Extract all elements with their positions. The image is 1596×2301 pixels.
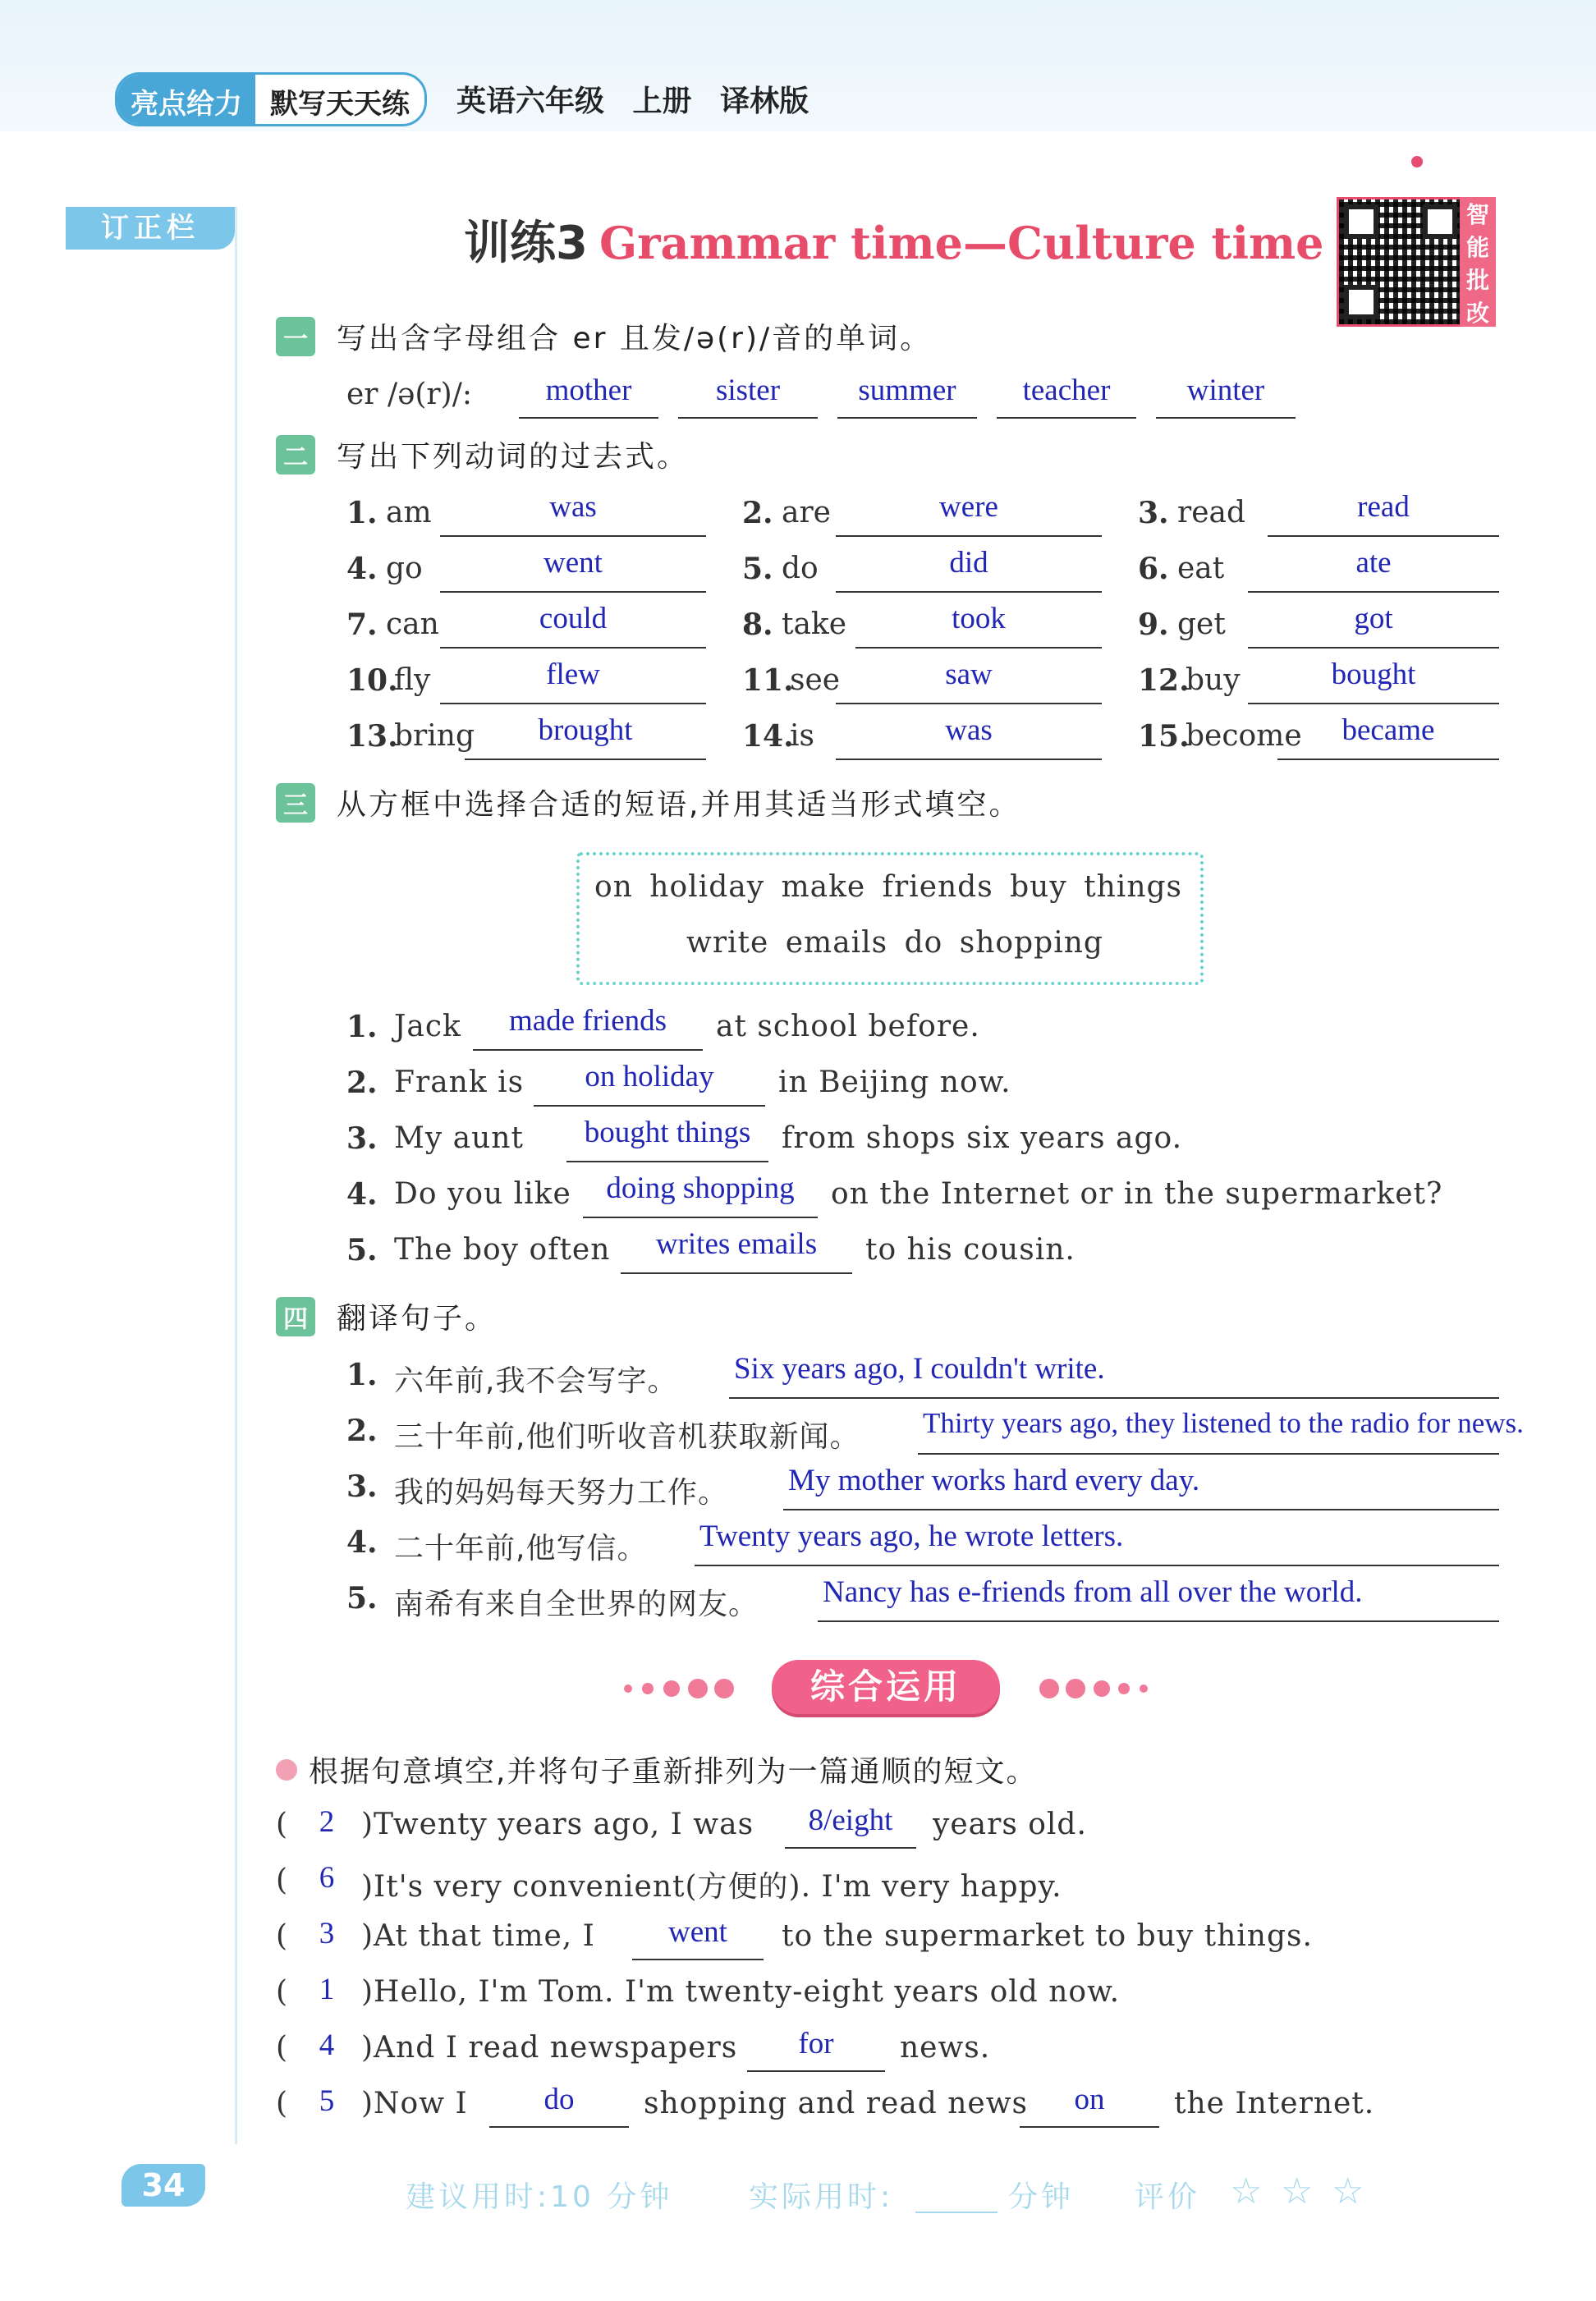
book-info: 英语六年级 上册 译林版: [456, 85, 809, 118]
answer-word: bought: [1331, 658, 1416, 691]
order-number: 1: [319, 1973, 335, 2006]
decor-dot: [1039, 1679, 1059, 1698]
answer-blank[interactable]: [1248, 591, 1499, 593]
qr-tag-char: 批: [1465, 267, 1489, 294]
qr-finder: [1344, 204, 1378, 239]
item-number: 4.: [346, 552, 378, 586]
suggested-time: 建议用时:10 分钟: [406, 2180, 673, 2214]
section-instruction: 写出含字母组合 er 且发/ə(r)/音的单词。: [337, 322, 933, 355]
qr-finder: [1423, 204, 1457, 239]
answer-word: became: [1341, 713, 1435, 747]
item-number: 5.: [346, 1581, 378, 1616]
correction-column-tab: 订正栏: [66, 207, 235, 250]
order-row: (: [276, 2087, 288, 2120]
answer-blank[interactable]: [695, 1565, 1499, 1566]
item-number: 2.: [742, 496, 773, 530]
sentence-part: )It's very convenient(方便的). I'm very happy.: [361, 1870, 1062, 1904]
item-number: 3.: [346, 1469, 378, 1504]
verb-word: fly: [394, 663, 431, 697]
answer-blank[interactable]: [489, 2126, 629, 2128]
actual-time-label: 实际用时:: [749, 2180, 894, 2214]
item-number: 5.: [742, 552, 773, 586]
verb-word: can: [386, 607, 439, 641]
sentence-part: to his cousin.: [865, 1233, 1075, 1267]
item-number: 1.: [346, 496, 378, 530]
decor-dot: [663, 1680, 680, 1697]
item-number: 12.: [1138, 663, 1190, 698]
decor-dot: [1140, 1684, 1148, 1693]
smart-grading-tag: [1460, 197, 1496, 327]
section-4-heading: [276, 1295, 497, 1337]
sentence-part: )And I read newspapers: [361, 2031, 738, 2065]
decor-dot: [642, 1683, 654, 1694]
answer-blank[interactable]: [519, 417, 658, 419]
chinese-sentence: 我的妈妈每天努力工作。: [394, 1476, 729, 1510]
answer-word: summer: [858, 374, 956, 407]
answer-blank[interactable]: [1248, 647, 1499, 649]
answer-word: was: [549, 490, 597, 524]
sentence-part: The boy often: [394, 1233, 611, 1267]
page-number: 34: [122, 2164, 205, 2207]
sentence-part: )Now I: [361, 2087, 468, 2120]
sentence-part: Jack: [394, 1010, 461, 1043]
item-number: 9.: [1138, 607, 1169, 642]
answer-word: sister: [715, 374, 781, 407]
answer-blank[interactable]: [1248, 703, 1499, 704]
item-number: 7.: [346, 607, 378, 642]
section-instruction: 从方框中选择合适的短语,并用其适当形式填空。: [337, 788, 1021, 822]
item-number: 8.: [742, 607, 773, 642]
brand-name: 亮点给力: [117, 75, 255, 124]
order-number: 6: [319, 1861, 335, 1895]
answer-word: were: [939, 490, 998, 524]
item-number: 6.: [1138, 552, 1169, 586]
decor-dot: [624, 1684, 632, 1693]
item-number: 15.: [1138, 719, 1190, 754]
sentence-part: shopping and read news: [644, 2087, 1028, 2120]
minutes-unit: 分钟: [1008, 2180, 1075, 2214]
chinese-sentence: 南希有来自全世界的网友。: [394, 1588, 759, 1621]
verb-word: buy: [1186, 663, 1241, 697]
qr-tag-char: 改: [1465, 300, 1489, 327]
answer-blank[interactable]: [465, 759, 706, 760]
answer-blank[interactable]: [836, 759, 1102, 760]
section-2-heading: [276, 433, 689, 475]
answer-blank[interactable]: [473, 1049, 703, 1051]
answer-word: could: [539, 602, 608, 635]
decor-dot: [1066, 1679, 1085, 1698]
answer-word: teacher: [1022, 374, 1111, 407]
answer-word: mother: [545, 374, 632, 407]
qr-tag-char: 能: [1465, 234, 1489, 261]
section-badge: 二: [276, 435, 315, 474]
answer-word: 8/eight: [808, 1804, 893, 1837]
qr-tag-char: 智: [1465, 201, 1489, 228]
answer-blank[interactable]: [440, 535, 706, 537]
answer-blank[interactable]: [440, 591, 706, 593]
sentence-part: on the Internet or in the supermarket?: [831, 1177, 1443, 1211]
answer-word: flew: [546, 658, 600, 691]
phrase-list: on holiday make friends buy things: [594, 870, 1183, 904]
order-row: (: [276, 2031, 288, 2065]
answer-phrase: bought things: [584, 1116, 751, 1149]
verb-word: eat: [1177, 552, 1225, 585]
sentence-part: from shops six years ago.: [782, 1121, 1183, 1155]
answer-blank[interactable]: [837, 417, 977, 419]
sentence-part: to the supermarket to buy things.: [782, 1919, 1313, 1953]
correction-column-divider: [235, 207, 237, 2144]
qr-finder: [1344, 285, 1378, 319]
item-number: 14.: [742, 719, 794, 754]
answer-phrase: writes emails: [655, 1227, 818, 1261]
item-number: 2.: [346, 1414, 378, 1448]
section-badge: 一: [276, 317, 315, 356]
answer-blank[interactable]: [729, 1397, 1499, 1399]
answer-blank[interactable]: [836, 535, 1102, 537]
sentence-part: the Internet.: [1174, 2087, 1375, 2120]
answer-blank[interactable]: [440, 703, 706, 704]
section-3-heading: [276, 782, 1020, 823]
answer-word: did: [949, 546, 988, 580]
qr-code-icon[interactable]: [1337, 197, 1465, 327]
verb-word: do: [782, 552, 819, 585]
order-row: (: [276, 1975, 288, 2009]
evaluation-label: 评价: [1135, 2180, 1201, 2214]
star-icon[interactable]: ☆: [1281, 2170, 1314, 2212]
answer-phrase: on holiday: [585, 1060, 714, 1093]
answer-blank[interactable]: [1277, 759, 1499, 760]
item-number: 1.: [346, 1010, 378, 1044]
decor-dot: [688, 1679, 708, 1698]
verb-word: see: [790, 663, 841, 697]
chinese-sentence: 六年前,我不会写字。: [394, 1364, 678, 1398]
answer-blank[interactable]: [836, 591, 1102, 593]
chinese-sentence: 三十年前,他们听收音机获取新闻。: [394, 1420, 860, 1454]
item-number: 2.: [346, 1066, 378, 1100]
decor-dot: [1094, 1680, 1110, 1697]
answer-blank[interactable]: [1020, 2126, 1159, 2128]
answer-phrase: doing shopping: [606, 1171, 795, 1205]
answer-word: went: [668, 1915, 727, 1949]
lesson-title: [464, 207, 1324, 273]
answer-word: saw: [945, 658, 993, 691]
answer-phrase: made friends: [508, 1004, 667, 1038]
answer-blank[interactable]: [583, 1217, 818, 1218]
item-number: 5.: [346, 1233, 378, 1267]
answer-word: winter: [1186, 374, 1265, 407]
comprehensive-banner: 综合运用: [772, 1660, 1000, 1714]
bullet-icon: [276, 1759, 297, 1781]
answer-blank[interactable]: [747, 2070, 885, 2072]
item-number: 1.: [346, 1358, 378, 1392]
actual-time-blank[interactable]: [915, 2212, 998, 2213]
answer-word: ate: [1355, 546, 1392, 580]
order-number: 4: [319, 2028, 335, 2062]
star-icon[interactable]: ☆: [1332, 2170, 1364, 2212]
sentence-part: )At that time, I: [361, 1919, 595, 1953]
verb-word: are: [782, 496, 831, 529]
english-translation: Thirty years ago, they listened to the radio for news.: [923, 1407, 1524, 1439]
answer-blank[interactable]: [785, 1847, 916, 1849]
answer-blank[interactable]: [621, 1272, 852, 1274]
sentence-part: at school before.: [716, 1010, 980, 1043]
lesson-topic: Grammar time—Culture time: [598, 217, 1324, 269]
item-number: 4.: [346, 1177, 378, 1212]
order-number: 5: [319, 2084, 335, 2118]
english-translation: Six years ago, I couldn't write.: [734, 1352, 1105, 1386]
phrase-list: write emails do shopping: [686, 926, 1103, 960]
answer-word: got: [1354, 602, 1393, 635]
verb-word: am: [386, 496, 432, 529]
verb-word: get: [1177, 607, 1226, 641]
answer-blank[interactable]: [997, 417, 1136, 419]
chinese-sentence: 二十年前,他写信。: [394, 1532, 648, 1565]
sentence-part: years old.: [933, 1808, 1087, 1841]
answer-word: was: [945, 713, 993, 747]
item-number: 13.: [346, 719, 398, 754]
verb-word: go: [386, 552, 423, 585]
answer-blank[interactable]: [440, 647, 706, 649]
answer-blank[interactable]: [836, 703, 1102, 704]
item-number: 3.: [346, 1121, 378, 1156]
pin-icon: [1411, 156, 1423, 167]
sentence-part: news.: [900, 2031, 991, 2065]
answer-blank[interactable]: [534, 1105, 765, 1107]
verb-word: is: [790, 719, 814, 753]
star-icon[interactable]: ☆: [1230, 2170, 1263, 2212]
answer-word: for: [798, 2027, 834, 2060]
order-row: (: [276, 1808, 288, 1841]
sentence-part: )Twenty years ago, I was: [361, 1808, 754, 1841]
series-name: 默写天天练: [270, 88, 410, 121]
item-number: 4.: [346, 1525, 378, 1560]
section-5-heading: [276, 1749, 1037, 1790]
answer-blank[interactable]: [918, 1453, 1499, 1455]
section-instruction: 写出下列动词的过去式。: [337, 440, 690, 474]
sentence-part: Frank is: [394, 1066, 525, 1099]
item-number: 10.: [346, 663, 398, 698]
answer-blank[interactable]: [1268, 535, 1499, 537]
sentence-part: in Beijing now.: [778, 1066, 1011, 1099]
verb-word: bring: [394, 719, 475, 753]
answer-word: went: [543, 546, 603, 580]
order-row: (: [276, 1863, 288, 1897]
section-instruction: 翻译句子。: [337, 1302, 498, 1336]
english-translation: Twenty years ago, he wrote letters.: [699, 1519, 1124, 1553]
verb-word: read: [1177, 496, 1246, 529]
english-translation: Nancy has e-friends from all over the world.: [823, 1575, 1363, 1609]
section-instruction: 根据句意填空,并将句子重新排列为一篇通顺的短文。: [309, 1755, 1038, 1789]
answer-word: on: [1074, 2083, 1105, 2116]
english-translation: My mother works hard every day.: [788, 1464, 1200, 1497]
brand-logo: [115, 72, 427, 126]
sentence-part: )Hello, I'm Tom. I'm twenty-eight years old now.: [361, 1975, 1121, 2009]
answer-word: do: [543, 2083, 575, 2116]
section-1-heading: [276, 315, 932, 357]
order-row: (: [276, 1919, 288, 1953]
decor-dot: [1118, 1683, 1130, 1694]
verb-word: become: [1186, 719, 1302, 753]
answer-blank[interactable]: [855, 647, 1102, 649]
answer-blank[interactable]: [783, 1509, 1499, 1510]
section-badge: 三: [276, 783, 315, 823]
answer-blank[interactable]: [678, 417, 818, 419]
answer-blank[interactable]: [632, 1959, 764, 1960]
answer-word: brought: [538, 713, 633, 747]
phonetic-label: er /ə(r)/:: [346, 378, 472, 411]
decor-dot: [714, 1679, 734, 1698]
answer-blank[interactable]: [1156, 417, 1296, 419]
item-number: 3.: [1138, 496, 1169, 530]
item-number: 11.: [742, 663, 794, 698]
lesson-number: 训练3: [464, 217, 588, 270]
answer-blank[interactable]: [818, 1620, 1499, 1622]
sentence-part: My aunt: [394, 1121, 524, 1155]
answer-blank[interactable]: [566, 1161, 768, 1162]
sentence-part: Do you like: [394, 1177, 571, 1211]
section-badge: 四: [276, 1297, 315, 1336]
order-number: 2: [319, 1805, 335, 1839]
answer-word: read: [1357, 490, 1410, 524]
order-number: 3: [319, 1917, 335, 1950]
verb-word: take: [782, 607, 847, 641]
answer-word: took: [952, 602, 1006, 635]
